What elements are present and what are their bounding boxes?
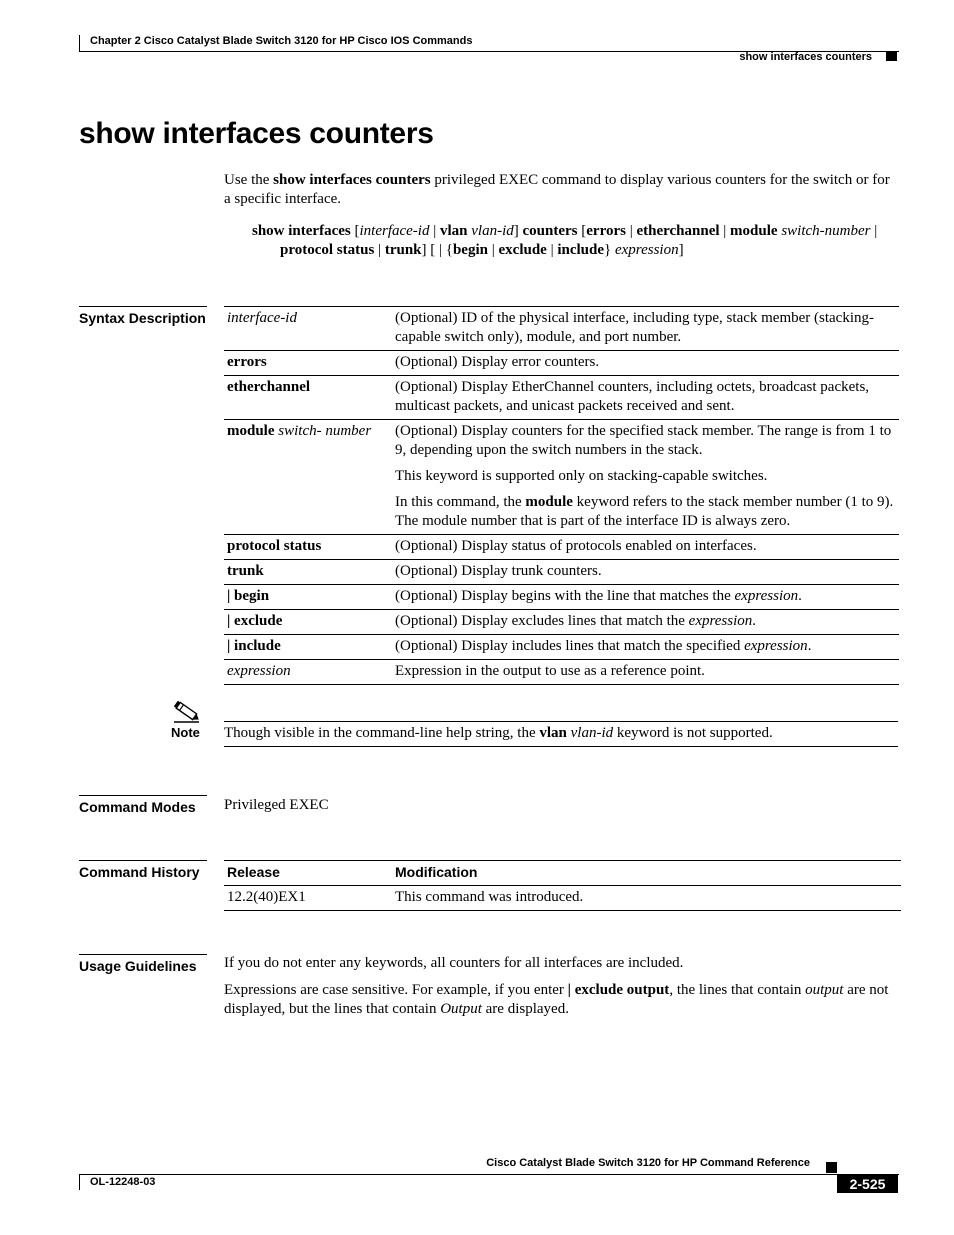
text-run: expression: [734, 588, 799, 604]
text-run: ]: [678, 242, 684, 258]
command-syntax: [252, 222, 920, 260]
text-run: errors: [586, 223, 626, 239]
text-run: are not displayed, but the lines that contain: [224, 982, 889, 1017]
text-run: (Optional) Display trunk counters.: [395, 563, 602, 579]
text-run: | begin: [227, 588, 270, 604]
syntax-description: [392, 376, 899, 420]
text-run: (Optional) Display status of protocols enabled on interfaces.: [395, 538, 757, 554]
intro-paragraph: [224, 171, 900, 209]
text-run: |: [487, 242, 499, 258]
text-run: expression: [744, 638, 808, 654]
text-run: | exclude output: [567, 982, 670, 998]
text-run: |: [719, 223, 731, 239]
description-paragraph: [395, 493, 896, 531]
usage-paragraph: [224, 981, 900, 1019]
footer-rule: [79, 1174, 899, 1175]
footer-doc-number: OL-12248-03: [90, 1176, 156, 1188]
description-paragraph: [395, 587, 896, 606]
text-run: (Optional) ID of the physical interface, including type, stack member (stacking-capable switch only), module, and port number.: [395, 310, 875, 345]
description-paragraph: [395, 467, 896, 486]
syntax-row: [224, 420, 899, 535]
description-paragraph: [395, 422, 896, 460]
text-run: |: [374, 242, 385, 258]
syntax-description: [392, 610, 899, 635]
note-label: Note: [171, 725, 200, 740]
intro-post: privileged EXEC command to display various counters for the switch or for a specific interface.: [224, 172, 890, 207]
usage-paragraph: [224, 954, 900, 973]
description-paragraph: [395, 662, 896, 681]
syntax-term: [224, 560, 392, 585]
text-run: protocol status: [280, 242, 375, 258]
command-history-heading: Command History: [79, 860, 207, 880]
syntax-description-table: [224, 306, 899, 685]
syntax-term: [224, 420, 392, 535]
text-run: (Optional) Display counters for the specified stack member. The range is from 1 to 9, depending upon the switch numbers in the stack.: [395, 423, 892, 458]
text-run: counters: [522, 223, 578, 239]
text-run: module: [525, 494, 573, 510]
pencil-note-icon: [172, 700, 202, 724]
usage-guidelines-heading: Usage Guidelines: [79, 954, 207, 974]
text-run: Though visible in the command-line help string, the: [224, 725, 540, 741]
syntax-row: [224, 560, 899, 585]
text-run: ] [ | {: [421, 242, 453, 258]
text-run: |: [625, 223, 637, 239]
syntax-row: [224, 635, 899, 660]
syntax-description: [392, 307, 899, 351]
syntax-description: [392, 351, 899, 376]
syntax-description: [392, 560, 899, 585]
text-run: trunk: [384, 242, 422, 258]
syntax-description: [392, 535, 899, 560]
syntax-row: [224, 660, 899, 685]
text-run: expression: [688, 613, 753, 629]
syntax-term: [224, 307, 392, 351]
text-run: Expression in the output to use as a reference point.: [395, 663, 705, 679]
command-history-table: [224, 860, 901, 911]
description-paragraph: [395, 612, 896, 631]
text-run: , the lines that contain: [669, 982, 806, 998]
footer-left-tick: [79, 1174, 80, 1190]
text-run: ]: [513, 223, 523, 239]
text-run: show interfaces: [252, 223, 351, 239]
note-rule-bottom: [224, 746, 898, 747]
text-run: switch-number: [781, 223, 871, 239]
text-run: This keyword is supported only on stacking-capable switches.: [395, 468, 768, 484]
text-run: vlan-id: [471, 223, 514, 239]
page-number: 2-525: [837, 1175, 898, 1193]
command-modes-heading: Command Modes: [79, 795, 207, 815]
text-run: include: [557, 242, 605, 258]
footer-book-title: Cisco Catalyst Blade Switch 3120 for HP Command Reference: [486, 1157, 810, 1169]
text-run: | include: [227, 638, 281, 654]
syntax-term: [224, 660, 392, 685]
syntax-row: [224, 535, 899, 560]
text-run: errors: [227, 354, 267, 370]
syntax-row: [224, 351, 899, 376]
syntax-term: [224, 585, 392, 610]
syntax-description-heading: Syntax Description: [79, 306, 207, 326]
text-run: |: [429, 223, 440, 239]
text-run: exclude: [498, 242, 547, 258]
syntax-description: [392, 420, 899, 535]
syntax-row: [224, 610, 899, 635]
text-run: (Optional) Display includes lines that match the specified: [395, 638, 745, 654]
text-run: .: [798, 588, 802, 604]
text-run: In this command, the: [395, 494, 526, 510]
syntax-term: [224, 376, 392, 420]
text-run: keyword is not supported.: [613, 725, 773, 741]
note-rule-top: [224, 721, 898, 722]
text-run: module: [227, 423, 275, 439]
description-paragraph: [395, 537, 896, 556]
text-run: vlan-id: [570, 725, 614, 741]
text-run: [: [350, 223, 360, 239]
history-release: 12.2(40)EX1: [224, 886, 392, 911]
text-run: expression: [227, 663, 291, 679]
syntax-row: [224, 585, 899, 610]
history-row: [224, 886, 901, 911]
header-left-tick: [79, 35, 80, 51]
text-run: output: [805, 982, 844, 998]
description-paragraph: [395, 562, 896, 581]
syntax-row: [224, 376, 899, 420]
note-text: [224, 724, 898, 743]
text-run: [: [577, 223, 587, 239]
description-paragraph: [395, 353, 896, 372]
text-run: trunk: [227, 563, 264, 579]
text-run: .: [752, 613, 757, 629]
intro-pre: Use the: [224, 172, 274, 188]
text-run: |: [870, 223, 878, 239]
text-run: interface-id: [227, 310, 297, 326]
syntax-term: [224, 610, 392, 635]
command-modes-text: Privileged EXEC: [224, 797, 329, 813]
intro-command: show interfaces counters: [273, 172, 431, 188]
text-run: Output: [440, 1001, 482, 1017]
text-run: vlan: [439, 223, 468, 239]
text-run: etherchannel: [227, 379, 311, 395]
text-run: | exclude: [227, 613, 283, 629]
syntax-description: [392, 660, 899, 685]
description-paragraph: [395, 309, 896, 347]
syntax-row: [224, 307, 899, 351]
text-run: keyword refers to the stack member number (1 to 9). The module number that is part of the interface ID is always zero.: [395, 494, 894, 529]
text-run: etherchannel: [636, 223, 720, 239]
text-run: Expressions are case sensitive. For example, if you enter: [224, 982, 568, 998]
text-run: .: [807, 638, 812, 654]
text-run: begin: [452, 242, 488, 258]
history-column-modification: Modification: [392, 861, 901, 886]
history-header-row: [224, 861, 901, 886]
history-column-release: Release: [224, 861, 392, 886]
text-run: vlan: [539, 725, 567, 741]
text-run: If you do not enter any keywords, all counters for all interfaces are included.: [224, 955, 684, 971]
text-run: protocol status: [227, 538, 322, 554]
syntax-description: [392, 585, 899, 610]
header-marker-box: [886, 51, 897, 61]
text-run: (Optional) Display EtherChannel counters, including octets, broadcast packets, multicast packets, and unicast packets received and sent.: [395, 379, 870, 414]
footer-marker-box: [826, 1162, 837, 1173]
syntax-term: [224, 535, 392, 560]
text-run: module: [730, 223, 778, 239]
description-paragraph: [395, 378, 896, 416]
text-run: }: [604, 242, 615, 258]
text-run: (Optional) Display begins with the line that matches the: [395, 588, 735, 604]
text-run: switch- number: [278, 423, 372, 439]
chapter-heading: Chapter 2 Cisco Catalyst Blade Switch 3120 for HP Cisco IOS Commands: [90, 35, 473, 47]
syntax-term: [224, 351, 392, 376]
text-run: (Optional) Display excludes lines that match the: [395, 613, 689, 629]
text-run: (Optional) Display error counters.: [395, 354, 600, 370]
syntax-term: [224, 635, 392, 660]
text-run: are displayed.: [481, 1001, 569, 1017]
history-modification: This command was introduced.: [392, 886, 901, 911]
text-run: expression: [614, 242, 679, 258]
text-run: interface-id: [359, 223, 430, 239]
syntax-description: [392, 635, 899, 660]
page-title: show interfaces counters: [79, 117, 434, 150]
text-run: |: [546, 242, 558, 258]
description-paragraph: [395, 637, 896, 656]
section-heading: show interfaces counters: [739, 51, 872, 63]
